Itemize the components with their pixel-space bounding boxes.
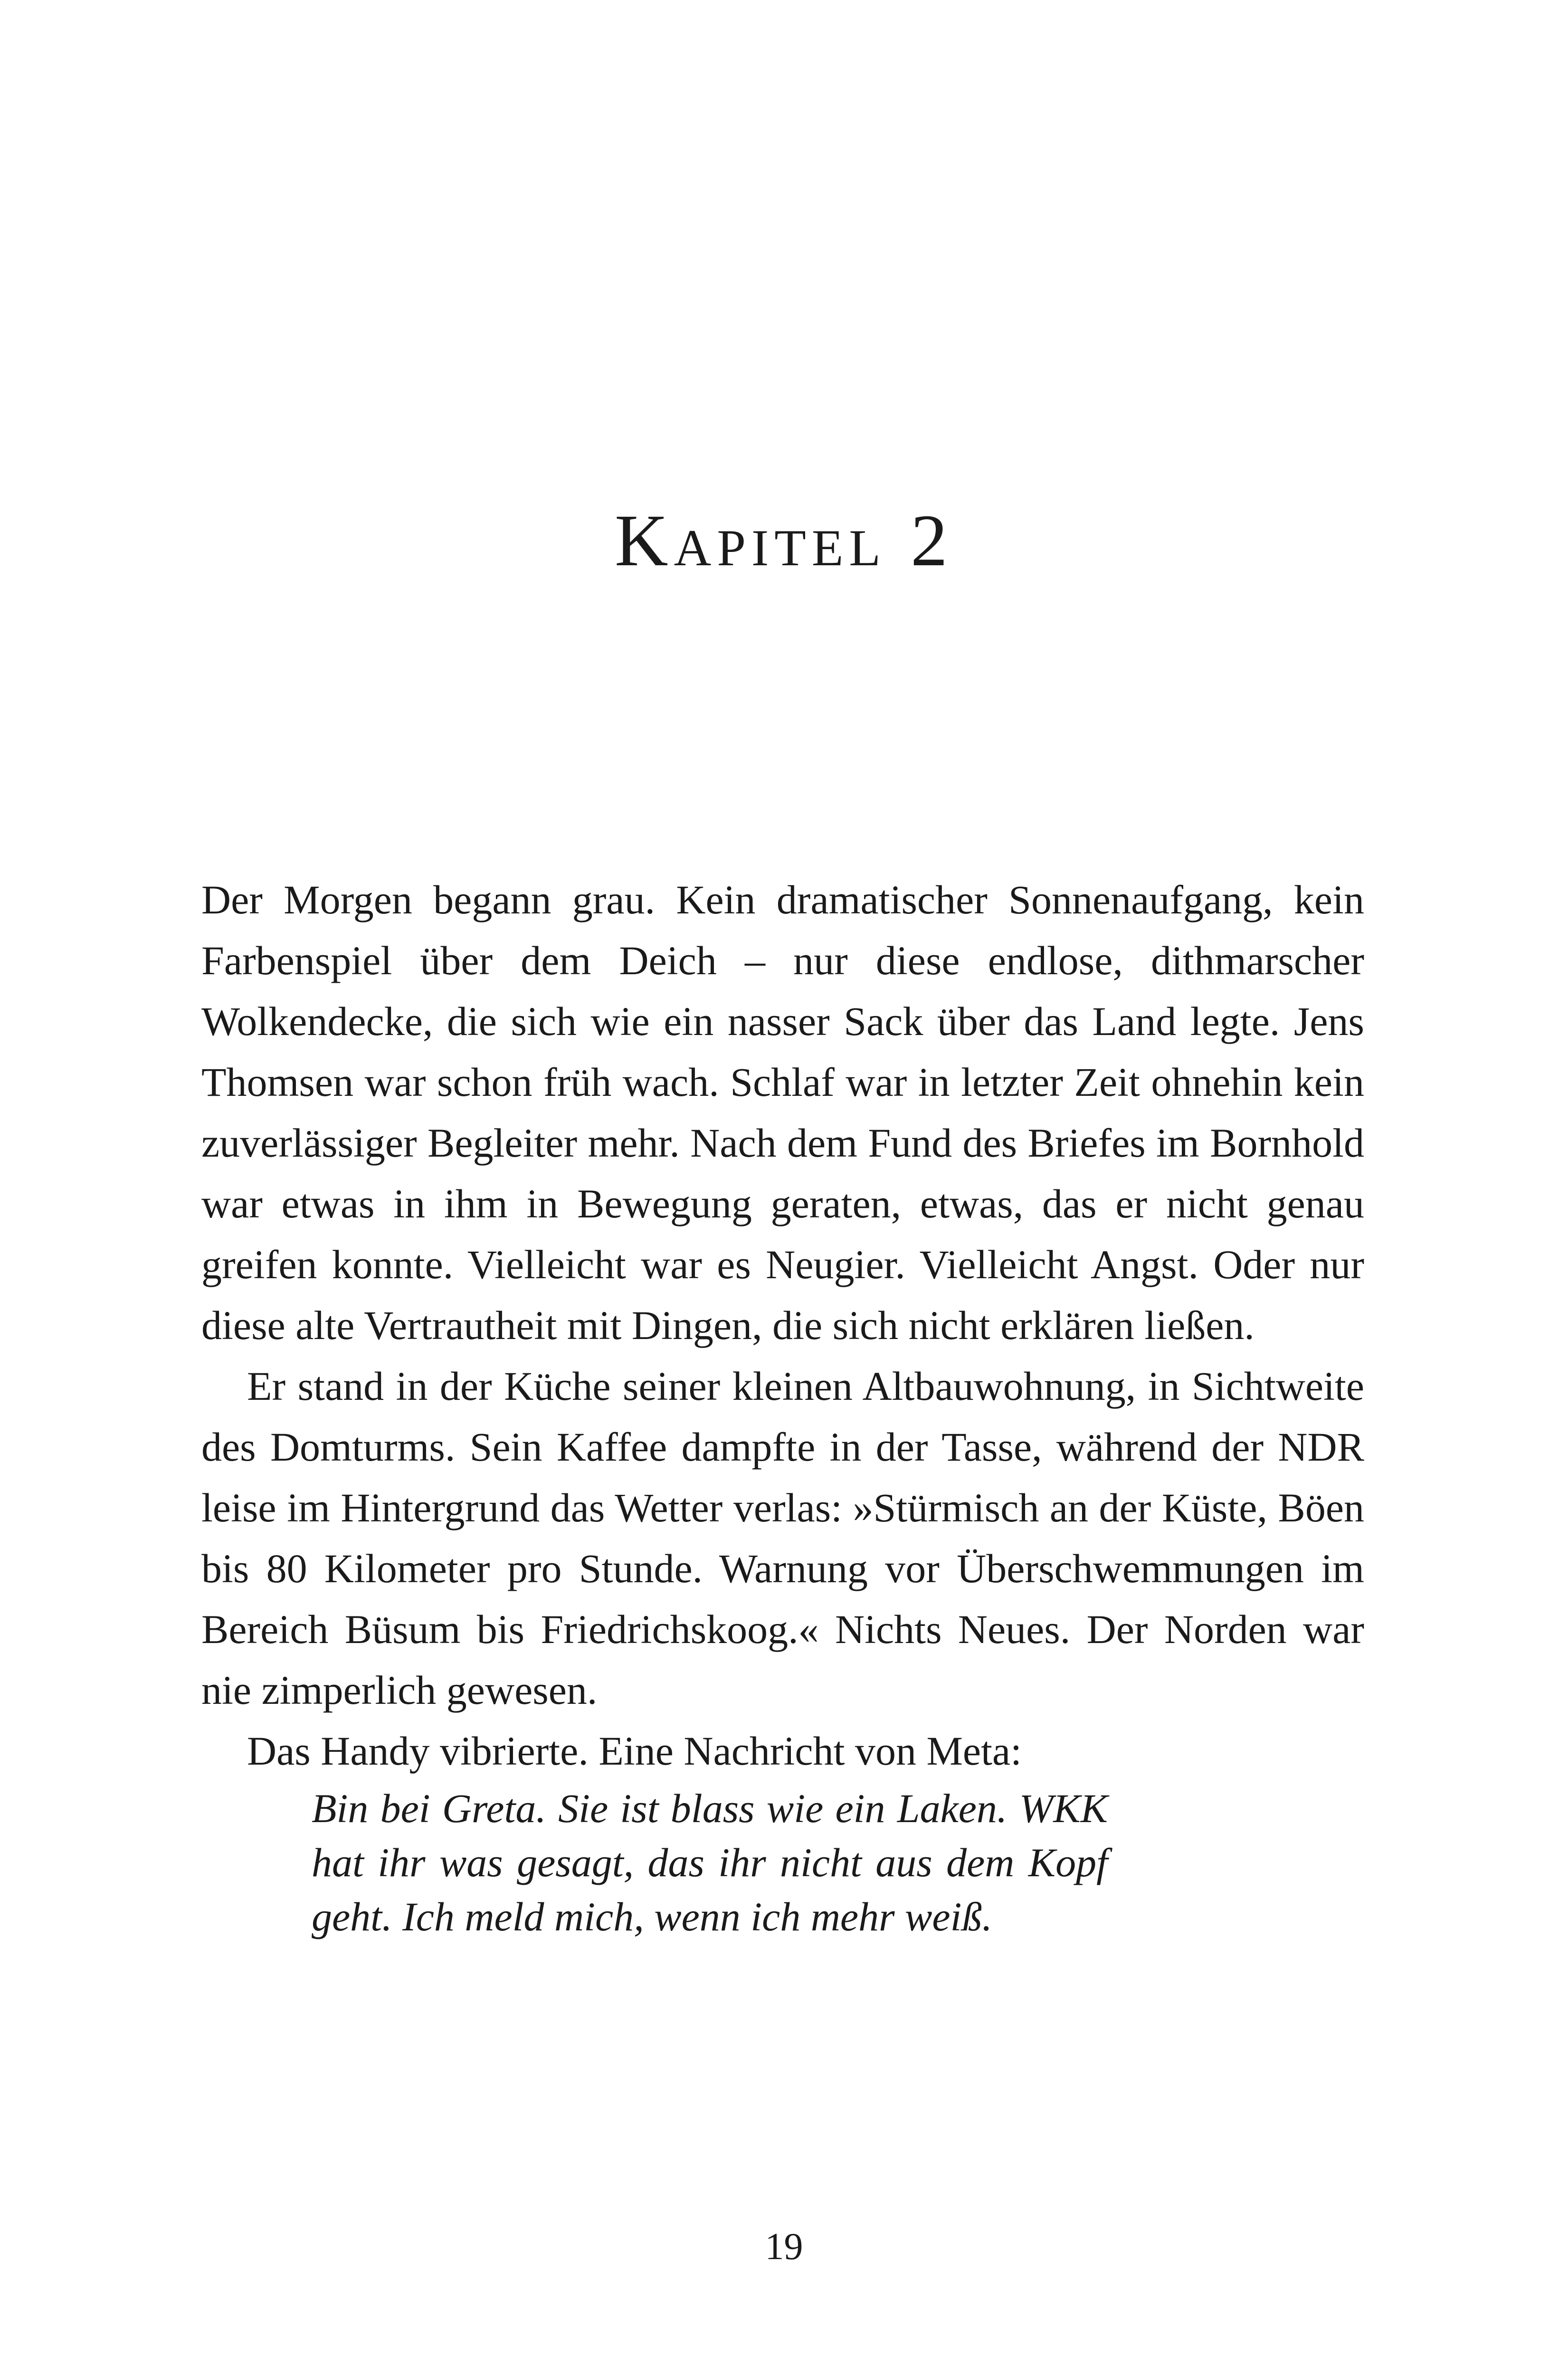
paragraph: Das Handy vibrierte. Eine Nachricht von Meta:: [247, 1728, 1022, 1774]
chapter-title: Kapitel 2: [614, 499, 954, 581]
text-message-quote: Bin bei Greta. Sie ist blass wie ein Laken. WKK hat ihr was gesagt, das ihr nicht aus dem Kopf geht. Ich meld mich, wenn ich mehr weiß.: [312, 1786, 1108, 1939]
paragraph: Er stand in der Küche seiner kleinen Altbauwohnung, in Sichtweite des Domturms. Sein Kaffee dampfte in der Tasse, während der NDR leise im Hintergrund das Wetter verlas: »Stürmisch an der Küste, Böen bis 80 Kilometer pro Stunde. Warnung vor Überschwemmungen im Bereich Büsum bis Friedrichskoog.« Nichts Neues. Der Norden war nie zimperlich gewesen.: [201, 1363, 1364, 1713]
page-number: 19: [765, 2226, 803, 2268]
body-text: [201, 869, 1364, 1944]
paragraph: Der Morgen begann grau. Kein dramatischer Sonnenaufgang, kein Farbenspiel über dem Deich – nur diese endlose, dithmarscher Wolkendecke, die sich wie ein nasser Sack über das Land legte. Jens Thomsen war schon früh wach. Schlaf war in letzter Zeit ohnehin kein zuverlässiger Begleiter mehr. Nach dem Fund des Briefes im Bornhold war etwas in ihm in Bewegung geraten, etwas, das er nicht genau greifen konnte. Vielleicht war es Neugier. Vielleicht Angst. Oder nur diese alte Vertrautheit mit Dingen, die sich nicht erklären ließen.: [201, 877, 1364, 1348]
